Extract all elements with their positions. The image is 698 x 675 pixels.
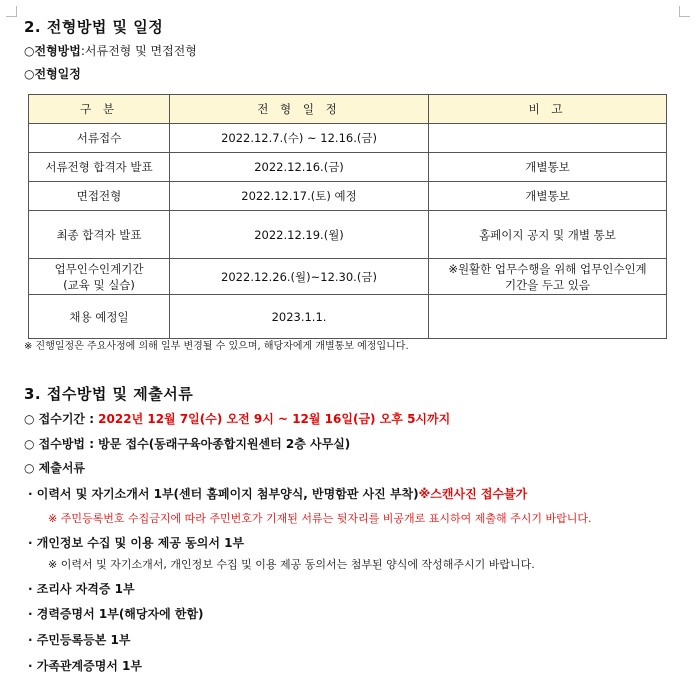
cell-date: 2022.12.19.(월) <box>170 211 429 259</box>
cell-note: 홈페이지 공지 및 개별 통보 <box>429 211 667 259</box>
doc-item-consent: · 개인정보 수집 및 이용 제공 동의서 1부 <box>28 536 245 550</box>
period-line <box>24 410 450 427</box>
table-header-row <box>29 95 667 124</box>
cell-category: 서류접수 <box>29 124 170 153</box>
doc-item-consent-note: ※ 이력서 및 자기소개서, 개인정보 수집 및 이용 제공 동의서는 첨부된 양식에 작성해주시기 바랍니다. <box>48 558 535 571</box>
cell-note-line1: ※원활한 업무수행을 위해 업무인수인계 <box>448 261 647 276</box>
header-note: 비 고 <box>429 95 667 124</box>
cell-category: 면접전형 <box>29 182 170 211</box>
period-value: 2022년 12월 7일(수) 오전 9시 ~ 12월 16일(금) 오후 5시까지 <box>98 412 451 426</box>
page-margin-marker-right <box>679 6 690 17</box>
schedule-table <box>28 94 667 339</box>
table-row <box>29 295 667 339</box>
section2-title: 2. 전형방법 및 일정 <box>24 18 164 36</box>
schedule-note: ※ 진행일정은 주요사정에 의해 일부 변경될 수 있으며, 해당자에게 개별통보 예정입니다. <box>24 341 409 352</box>
cell-note <box>429 295 667 339</box>
cell-category-line2: (교육 및 실습) <box>63 277 135 292</box>
cell-category-line1: 업무인수인계기간 <box>54 261 144 276</box>
header-category: 구 분 <box>29 95 170 124</box>
method-value: :서류전형 및 면접전형 <box>80 44 197 58</box>
cell-note: 개별통보 <box>429 182 667 211</box>
schedule-label: ○전형일정 <box>24 67 81 81</box>
table-row <box>29 182 667 211</box>
doc-item-cook-license: · 조리사 자격증 1부 <box>28 582 135 596</box>
cell-category <box>29 259 170 295</box>
cell-date: 2022.12.17.(토) 예정 <box>170 182 429 211</box>
method-line <box>24 42 197 59</box>
table-row <box>29 124 667 153</box>
cell-date: 2022.12.26.(월)~12.30.(금) <box>170 259 429 295</box>
doc-item-resume-warning: ※스캔사진 접수불가 <box>418 487 528 501</box>
cell-note <box>429 259 667 295</box>
doc-item-resume-note: ※ 주민등록번호 수집금지에 따라 주민번호가 기재된 서류는 뒷자리를 비공개로 표시하여 제출해 주시기 바랍니다. <box>48 512 592 525</box>
table-row <box>29 153 667 182</box>
cell-date: 2023.1.1. <box>170 295 429 339</box>
cell-date: 2022.12.16.(금) <box>170 153 429 182</box>
doc-item-resume-text: · 이력서 및 자기소개서 1부(센터 홈페이지 첨부양식, 반명함판 사진 부착) <box>28 487 419 501</box>
table-row <box>29 211 667 259</box>
doc-item-career: · 경력증명서 1부(해당자에 한함) <box>28 607 204 621</box>
receipt-method: ○ 접수방법 : 방문 접수(동래구육아종합지원센터 2층 사무실) <box>24 437 351 451</box>
period-label: ○ 접수기간 : <box>24 412 99 426</box>
page-margin-marker-left <box>6 6 17 17</box>
cell-category: 최종 합격자 발표 <box>29 211 170 259</box>
table-row <box>29 259 667 295</box>
doc-item-family-cert: · 가족관계증명서 1부 <box>28 659 143 673</box>
cell-note-line2: 기간을 두고 있음 <box>504 277 591 292</box>
cell-note: 개별통보 <box>429 153 667 182</box>
section3-title: 3. 접수방법 및 제출서류 <box>24 385 194 403</box>
header-date: 전 형 일 정 <box>170 95 429 124</box>
cell-category: 채용 예정일 <box>29 295 170 339</box>
method-label: ○전형방법 <box>24 44 81 58</box>
doc-item-resident-register: · 주민등록등본 1부 <box>28 633 131 647</box>
docs-label: ○ 제출서류 <box>24 461 86 475</box>
cell-category: 서류전형 합격자 발표 <box>29 153 170 182</box>
cell-note <box>429 124 667 153</box>
cell-date: 2022.12.7.(수) ~ 12.16.(금) <box>170 124 429 153</box>
doc-item-resume <box>28 485 527 502</box>
